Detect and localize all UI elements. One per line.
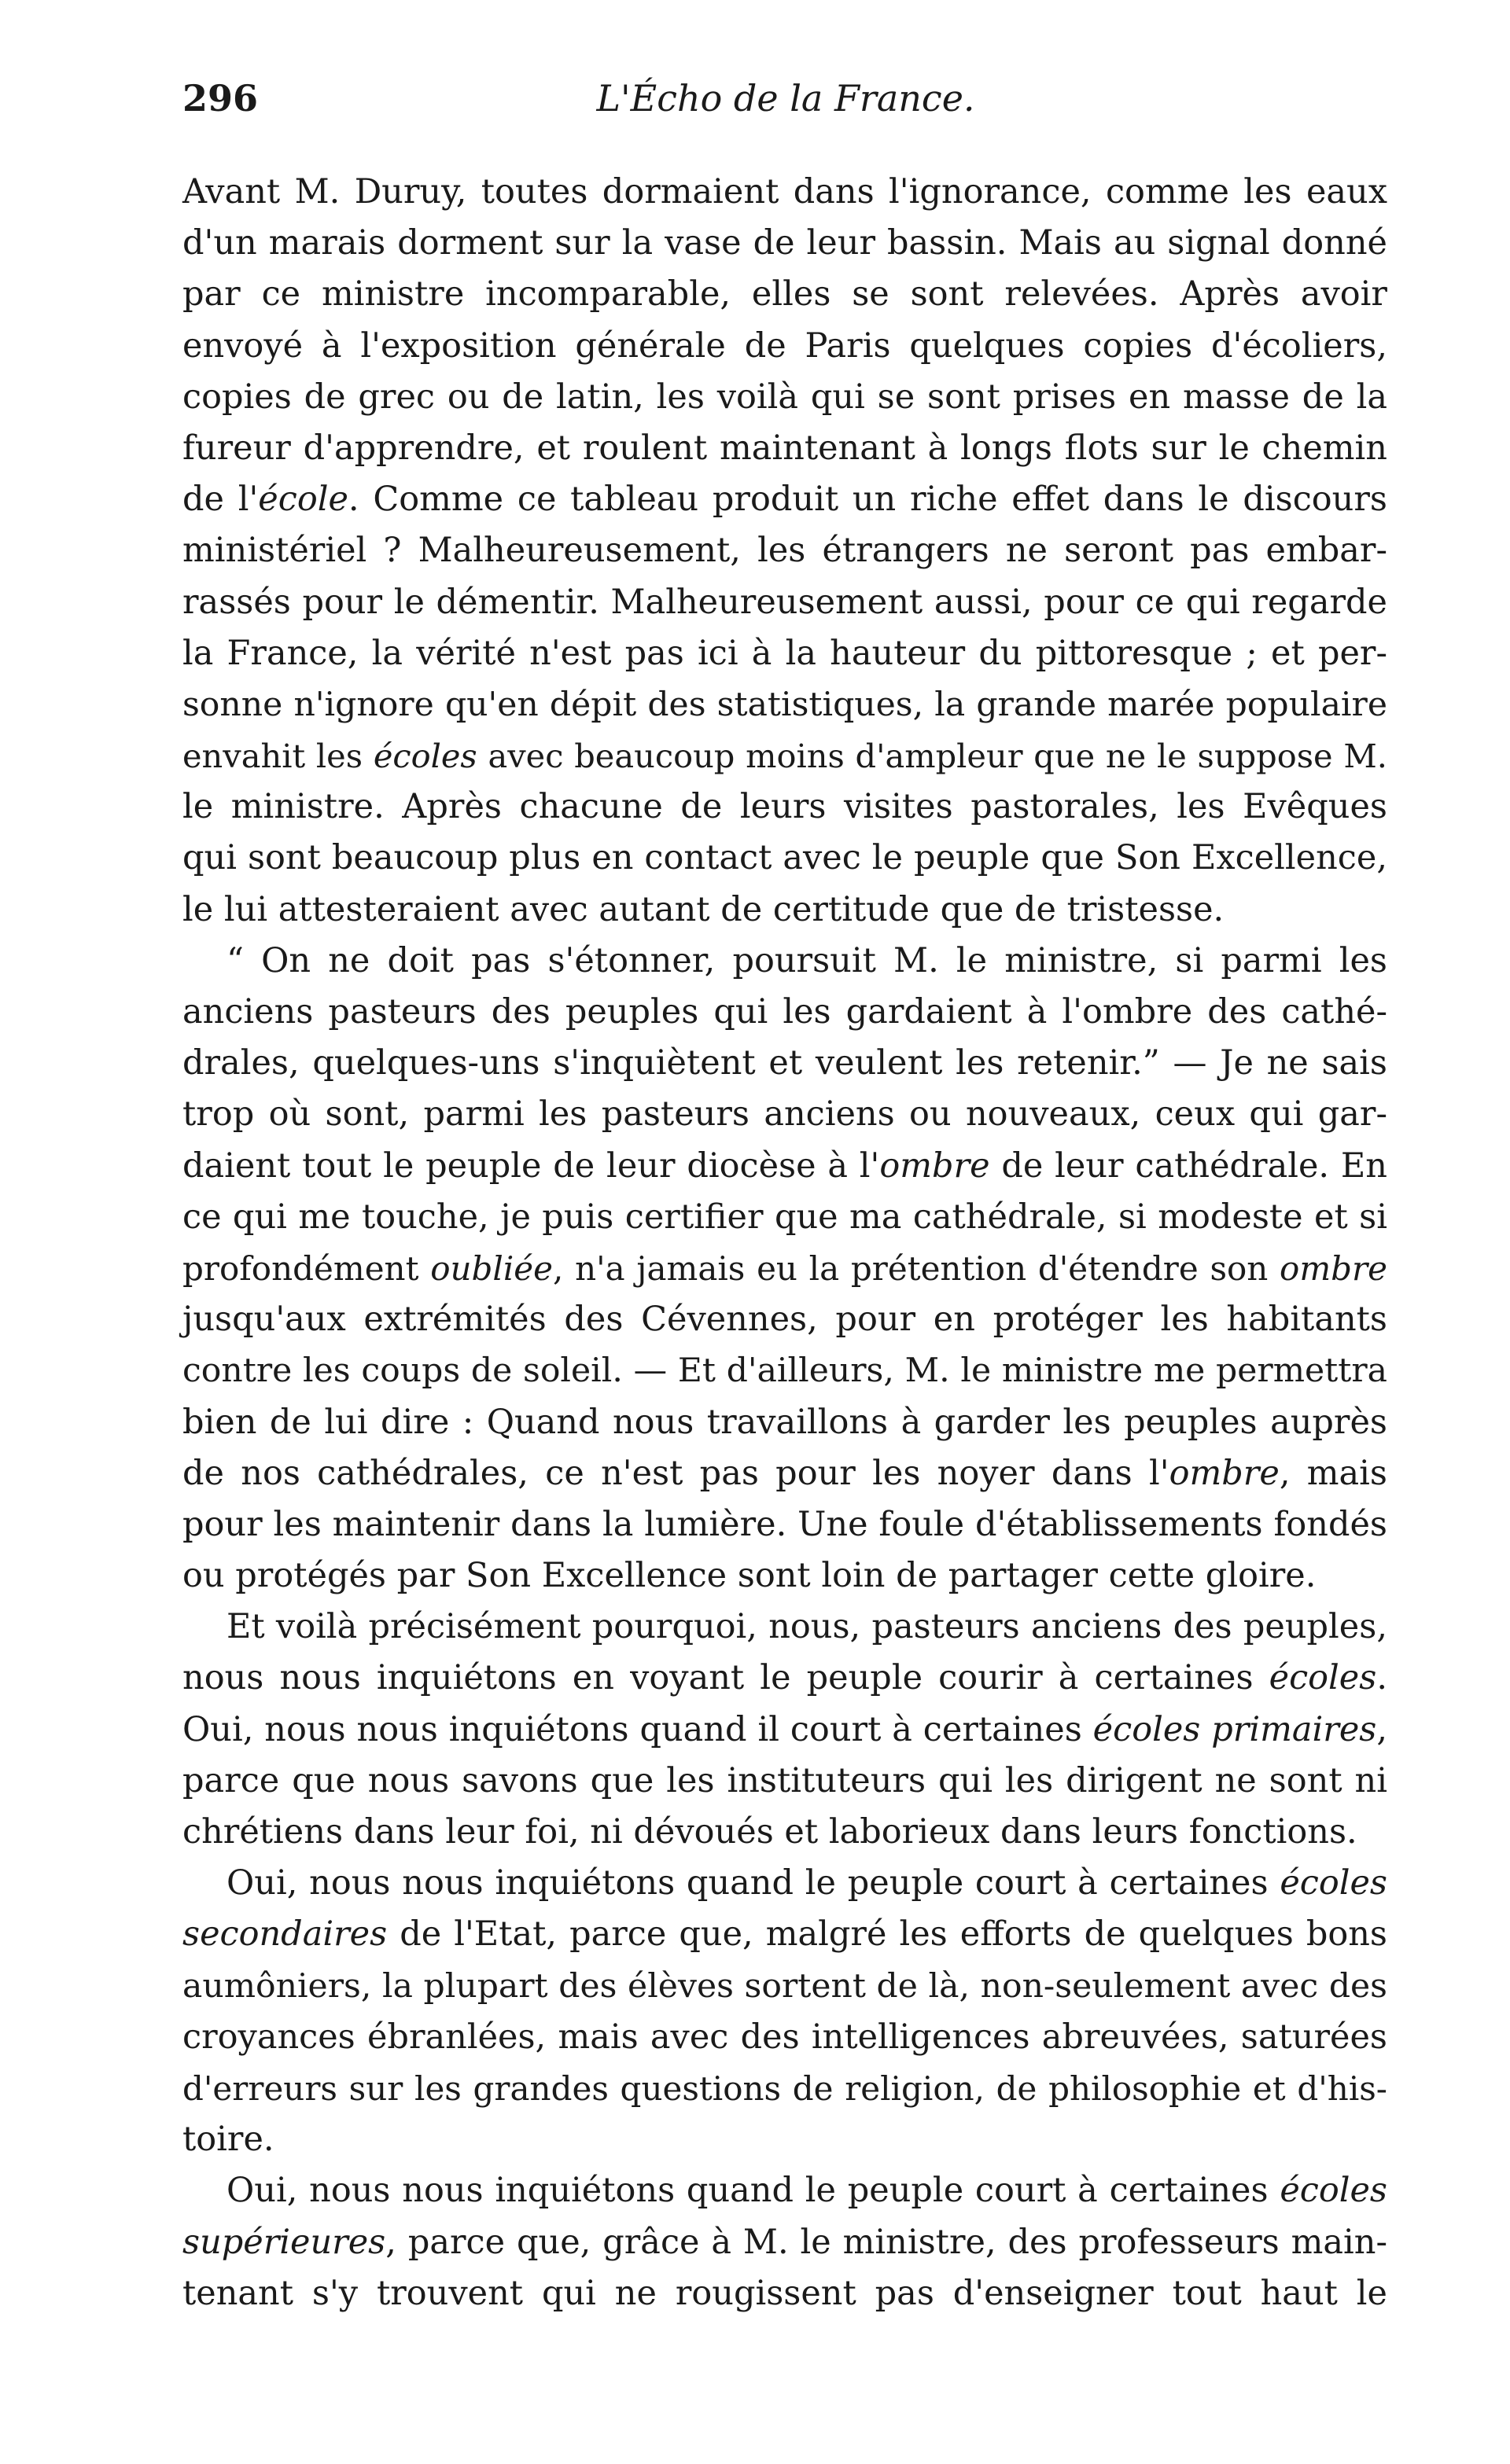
text-line (182, 372, 1387, 423)
text-line (182, 884, 1387, 936)
italic-text: secondaires (182, 1914, 388, 1955)
italic-text: ombre (1280, 1249, 1387, 1288)
text-line (182, 269, 1387, 320)
text-fragment: jusqu'aux extrémités des Cévennes, pour en protéger les habitants (182, 1300, 1387, 1340)
text-fragment: anciens pasteurs des peuples qui les gardaient à l'ombre des cathé- (182, 992, 1387, 1032)
text-fragment: la France, la vérité n'est pas ici à la hauteur du pittoresque ; et per- (182, 633, 1387, 673)
text-fragment: Oui, nous nous inquiétons quand il court à certaines (182, 1709, 1093, 1749)
text-fragment: , n'a jamais eu la prétention d'étendre son (553, 1249, 1280, 1288)
text-line (182, 1653, 1387, 1704)
text-line (182, 2012, 1387, 2063)
text-line (182, 936, 1387, 987)
text-line (182, 2063, 1387, 2114)
text-line (182, 1397, 1387, 1448)
italic-text: ombre (1169, 1453, 1280, 1493)
text-fragment: sonne n'ignore qu'en dépit des statistiques, la grande marée populaire (182, 685, 1387, 724)
text-fragment: de l' (182, 480, 259, 520)
text-fragment: de nos cathédrales, ce n'est pas pour les noyer dans l' (182, 1453, 1169, 1493)
italic-text: écoles primaires (1092, 1709, 1377, 1749)
text-line (182, 1858, 1387, 1909)
text-fragment: fureur d'apprendre, et roulent maintenant à longs flots sur le chemin (182, 428, 1387, 468)
text-fragment: ce qui me touche, je puis certifier que ma cathédrale, si modeste et si (182, 1197, 1387, 1237)
text-line (182, 423, 1387, 474)
text-fragment: par ce ministre incomparable, elles se sont relevées. Après avoir (182, 274, 1387, 314)
text-fragment: tenant s'y trouvent qui ne rougissent pas d'enseigner tout haut le (182, 2273, 1387, 2313)
text-line (182, 1141, 1387, 1192)
running-title: L'Écho de la France. (596, 77, 975, 120)
text-fragment: aumôniers, la plupart des élèves sortent de là, non-seulement avec des (182, 1966, 1387, 2006)
text-fragment: copies de grec ou de latin, les voilà qui se sont prises en masse de la (182, 377, 1387, 417)
text-line (182, 525, 1387, 576)
text-fragment: d'erreurs sur les grandes questions de religion, de philosophie et d'his- (182, 2069, 1387, 2108)
text-line (182, 1756, 1387, 1807)
text-fragment: chrétiens dans leur foi, ni dévoués et laborieux dans leurs fonctions. (182, 1812, 1357, 1852)
text-line (182, 987, 1387, 1038)
text-fragment: avec beaucoup moins d'ampleur que ne le suppose M. (477, 737, 1387, 776)
text-fragment: daient tout le peuple de leur diocèse à l' (182, 1146, 880, 1186)
italic-text: école (258, 480, 348, 520)
text-line (182, 1089, 1387, 1140)
text-fragment: “ On ne doit pas s'étonner, poursuit M. le ministre, si parmi les (226, 940, 1387, 980)
text-fragment: . Comme ce tableau produit un riche effet dans le discours (348, 480, 1387, 520)
italic-text: oubliée (430, 1249, 554, 1288)
text-line (182, 167, 1387, 218)
text-line (182, 730, 1387, 781)
text-fragment: toire. (182, 2120, 274, 2160)
text-line (182, 321, 1387, 372)
text-line (182, 628, 1387, 679)
text-fragment: envoyé à l'exposition générale de Paris quelques copies d'écoliers, (182, 325, 1387, 366)
text-fragment: drales, quelques-uns s'inquiètent et veulent les retenir.” — Je ne sais (182, 1043, 1387, 1083)
text-line (182, 1909, 1387, 1960)
text-fragment: trop où sont, parmi les pasteurs anciens ou nouveaux, ceux qui gar- (182, 1094, 1387, 1135)
text-fragment: envahit les (182, 737, 374, 776)
text-line (182, 1807, 1387, 1858)
text-fragment: Oui, nous nous inquiétons quand le peuple court à certaines (226, 2171, 1280, 2211)
text-line (182, 781, 1387, 833)
text-line (182, 1243, 1387, 1294)
text-line (182, 1602, 1387, 1653)
text-fragment: Avant M. Duruy, toutes dormaient dans l'ignorance, comme les eaux (182, 172, 1387, 211)
text-fragment: ou protégés par Son Excellence sont loin de partager cette gloire. (182, 1556, 1317, 1596)
text-fragment: pour les maintenir dans la lumière. Une foule d'établissements fondés (182, 1504, 1387, 1544)
italic-text: écoles (1269, 1658, 1377, 1698)
text-fragment: de l'Etat, parce que, malgré les efforts de quelques bons (387, 1914, 1387, 1955)
text-line (182, 2165, 1387, 2216)
text-line (182, 1192, 1387, 1243)
text-line (182, 833, 1387, 884)
text-line (182, 1294, 1387, 1345)
text-line (182, 1550, 1387, 1602)
text-fragment: parce que nous savons que les instituteurs qui les dirigent ne sont ni (182, 1760, 1387, 1800)
text-fragment: Oui, nous nous inquiétons quand le peuple court à certaines (226, 1863, 1280, 1903)
text-line (182, 1499, 1387, 1550)
text-line (182, 1961, 1387, 2012)
text-line (182, 2114, 1387, 2165)
page-number: 296 (182, 77, 259, 120)
body-text (182, 167, 1387, 2319)
italic-text: écoles (373, 737, 477, 776)
text-line (182, 2217, 1387, 2268)
text-line (182, 1705, 1387, 1756)
text-line (182, 1448, 1387, 1499)
text-fragment: , mais (1279, 1453, 1387, 1493)
text-fragment: , (1376, 1709, 1387, 1749)
text-fragment: nous nous inquiétons en voyant le peuple courir à certaines (182, 1658, 1269, 1698)
italic-text: supérieures (182, 2222, 386, 2262)
text-fragment: le lui attesteraient avec autant de certitude que de tristesse. (182, 889, 1225, 929)
text-line (182, 218, 1387, 269)
text-fragment: profondément (182, 1249, 431, 1288)
text-fragment: rassés pour le démentir. Malheureusement aussi, pour ce qui regarde (182, 582, 1387, 622)
text-fragment: d'un marais dorment sur la vase de leur bassin. Mais au signal donné (182, 223, 1387, 263)
running-head (182, 77, 1389, 132)
text-fragment: contre les coups de soleil. — Et d'ailleurs, M. le ministre me permettra (182, 1352, 1387, 1391)
text-fragment: qui sont beaucoup plus en contact avec le peuple que Son Excellence, (182, 838, 1387, 878)
text-fragment: ministériel ? Malheureusement, les étrangers ne seront pas embar- (182, 531, 1387, 571)
text-fragment: , parce que, grâce à M. le ministre, des professeurs main- (385, 2222, 1387, 2262)
text-fragment: le ministre. Après chacune de leurs visites pastorales, les Evêques (182, 787, 1387, 827)
text-line (182, 1345, 1387, 1396)
text-fragment: de leur cathédrale. En (989, 1146, 1387, 1186)
italic-text: ombre (879, 1146, 990, 1186)
text-fragment: Et voilà précisément pourquoi, nous, pasteurs anciens des peuples, (226, 1607, 1387, 1647)
text-line (182, 474, 1387, 525)
text-fragment: bien de lui dire : Quand nous travaillons à garder les peuples auprès (182, 1402, 1387, 1442)
italic-text: écoles (1280, 2171, 1387, 2211)
text-fragment: . (1376, 1658, 1387, 1698)
text-fragment: croyances ébranlées, mais avec des intelligences abreuvées, saturées (182, 2017, 1387, 2057)
text-line (182, 679, 1387, 730)
text-line (182, 1038, 1387, 1089)
text-line (182, 2268, 1387, 2319)
text-line (182, 577, 1387, 628)
italic-text: écoles (1280, 1863, 1387, 1903)
